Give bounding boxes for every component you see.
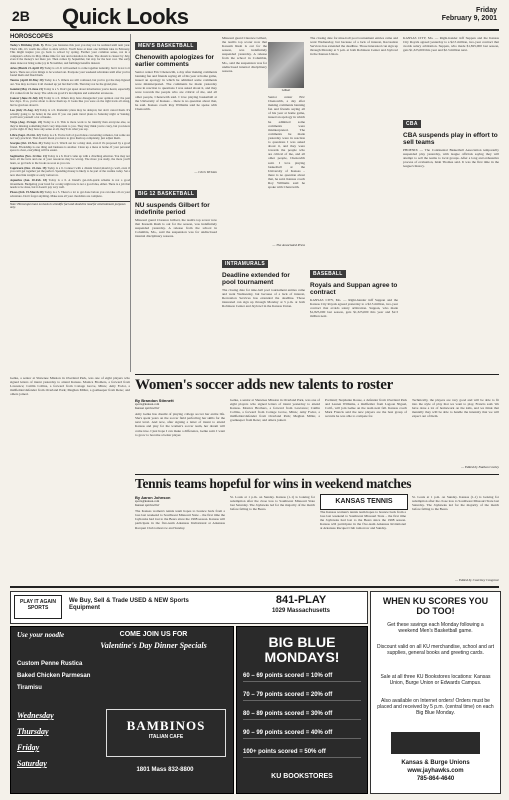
tennis-signoff: — Edited by Courtney Cosgrove: [455, 578, 499, 582]
special-day: Thursday: [17, 727, 49, 736]
gilbert-photo: [268, 42, 304, 88]
baseball-continued: KANSAS CITY, Mo. — Right-hander Jeff Suppan and the Kansas City Royals agreed yesterday to a $2.5 million, two-year contract that avoids salary arbitration. Suppan, who made $1,825,000 last season, gets $1,325,000 this year and $2.3 million next.: [403, 36, 499, 53]
mens-basketball-story: [135, 34, 217, 174]
section-label: INTRAMURALS: [222, 260, 268, 268]
tennis-story: [135, 476, 499, 492]
horoscope-entry: [10, 191, 130, 198]
horoscope-entry: [10, 67, 130, 78]
photo-caption: Gilbert: [281, 88, 291, 92]
ku-scores-line1: Get these savings each Monday following a weekend Men's Basketball game.: [387, 622, 484, 634]
ku-scores-line2: Discount valid on all KU merchandise, school and art supplies, general books and greeting cards.: [377, 644, 495, 656]
bambinos-title: COME JOIN US FOR: [119, 631, 188, 638]
horoscope-entry: [10, 167, 130, 178]
special-day: Wednesday: [17, 711, 54, 720]
discount-tier: 60 – 69 points scored = 10% off: [243, 673, 361, 682]
horoscope-note: Note: Horoscopes have no basis in scientific fact and should be read for entertainment purposes only.: [10, 201, 130, 210]
horoscope-sign: Pisces (Feb. 19-March 20): [10, 191, 44, 195]
play-it-again-logo: PLAY IT AGAIN SPORTS: [14, 595, 62, 619]
soccer-signoff: — Edited by Nathan Cooley: [460, 465, 499, 469]
byline-title: Kansan sportswriter: [135, 502, 160, 507]
discount-tier: 70 – 79 points scored = 20% off: [243, 692, 361, 701]
ku-scores-phone: 785-864-4640: [416, 776, 455, 782]
byline-email: sports@kansan.com: [135, 499, 160, 503]
story-body: The Kansas women's tennis team hopes to bounce back from a loss last weekend to Southwest Missouri State – the first time the Jayhawks had lost to the Bears since the 1998 season. Kansas will participate in the five-team Arkansas Invitational at Arkansas Racquet Club tomorrow and Sunday.: [135, 509, 225, 530]
section-label: BASEBALL: [310, 270, 346, 278]
big-blue-title: BIG BLUE MONDAYS!: [264, 634, 340, 665]
intramurals-story: [222, 252, 305, 358]
horoscope-entry: [10, 179, 130, 190]
kansas-tennis-logo: KANSAS TENNIS: [320, 494, 408, 510]
special-day: Friday: [17, 743, 40, 752]
soccer-col-1: [135, 398, 225, 472]
headline: Royals and Suppan agree to contract: [310, 282, 398, 296]
tennis-col-2: St. Louis at 1 p.m. on Sunday. Kansas (1-1) is looking for redemption after the close loss to Southwest Missouri State last Saturday. The Jayhawks led for the majority of the match before falling to the Bears.: [230, 495, 315, 512]
ap-byline: — The Associated Press: [272, 243, 305, 247]
horoscope-entry: [10, 155, 130, 166]
horoscope-text: Today is a 6. You're full of good ideas concerning romance, but some are not very practical. That doesn't mean you have to give them up completely, just adjust them.: [10, 133, 130, 141]
byline: — Chris Wristen: [194, 170, 217, 174]
bambinos-menu: [17, 661, 117, 697]
horoscope-sign: Leo (July 23-Aug. 22): [10, 109, 39, 112]
soccer-story: [135, 377, 499, 394]
issue-day: Friday: [475, 7, 497, 14]
horoscope-sign: Gemini (May 21-June 21): [10, 88, 43, 92]
play-it-again-phone: 841-PLAY: [275, 594, 327, 606]
ad-bambinos[interactable]: [10, 626, 234, 794]
story-body: Missouri guard Clarence Gilbert, the team's top scorer now that Kareem Rush is out for the season, was indefinitely suspended yesterday. A release from the school in Columbia, Mo., said the suspension was for undisclosed internal disciplinary reasons.: [135, 218, 217, 239]
discount-tier: 90 – 99 points scored = 40% off: [243, 730, 361, 739]
bambinos-logo-text: BAMBINOS: [126, 718, 206, 733]
ku-scores-title: WHEN KU SCORES YOU DO TOO!: [382, 596, 489, 616]
menu-item: Custom Penne Rustica: [17, 661, 83, 667]
ku-scores-web[interactable]: www.jayhawks.com: [407, 768, 464, 774]
horoscope-entry: [10, 79, 130, 86]
tennis-col-1: [135, 495, 225, 581]
byline-email: sports@kansan.com: [135, 402, 160, 406]
ad-big-blue-mondays[interactable]: [236, 626, 368, 794]
horoscopes-column: [10, 34, 131, 372]
horoscope-sign: Virgo (Aug. 23-Sept. 22): [10, 121, 43, 125]
horoscope-overflow: Gelke, a senior at Shawnee Mission in Overland Park, was one of eight players who signed letters of intent yesterday to attend Kansas. Monica Brothers, a forward from Lawrence; Caitlin Collins, a forward from Cottage Grove, Minn.; Amy Fodor, a midfielder/defender from Overland Park; Meghan Miller, a goalkeeper from Reno; and others joined.: [10, 376, 130, 397]
headline: Chenowith apologizes for earlier comments: [135, 54, 215, 68]
horoscope-entry: [10, 88, 130, 95]
byline-name: By Aaron Johnson: [135, 495, 171, 500]
headline: Women's soccer adds new talents to roster: [135, 377, 393, 393]
horoscopes-title: HOROSCOPES: [10, 34, 130, 42]
soccer-col-3: Portland; Stephanie Rouse, a defender from Overland Park and Lauren Williams, a midfielder from Lagoon Niguel, Calif., will join Gelke on the team next fall. Kansas coach Mark Francis said the new players are the best group of recruits he was able to compete for.: [325, 398, 407, 419]
horoscope-list: [10, 44, 130, 199]
horoscope-entry: [10, 134, 130, 141]
horoscope-sign: Today's Birthday (Feb. 9).: [10, 44, 45, 47]
ku-scores-line4: Also available on Internet orders! Orders must be placed and received by 5 p.m. (central time) on each Big Blue Monday.: [377, 698, 494, 716]
play-it-again-tagline: We Buy, Sell & Trade USED & NEW Sports Equipment: [69, 598, 189, 611]
horoscope-text: Today is a 5. Don't get upset about information you're heard, especially if it comes from far away. The odds are good it's incomplete and somewhat erroneous.: [10, 88, 130, 95]
story-body: Senior center Eric Chenowith, a day after making comments banning fan and friends saying all of his year at home game, issued an apology in which he admitted some comments were misinterpreted. The comments he made yesterday were in reaction to questions I was asked about it, and they were towards the people who are critical of me, and all other people, Chenowith said. I love playing basketball at the University of Kansas – there is no question about that, he said. Kansas coach Roy Williams said he spoke with Chenowith.: [135, 70, 217, 111]
horoscope-text: Today is a 6. This is more work to be identify than everyone else, so they're missing something that's very important to you. They may think you're crazy, but you know you're right. If they have any sense at all, they'll do what you say.: [10, 121, 130, 132]
tennis-col-3: The Kansas women's tennis team hopes to bounce back from a loss last weekend to Southwest Missouri State – the first time the Jayhawks had lost to the Bears since the 1998 season. Kansas will participate in the five-team Arkansas Invitational at Arkansas Racquet Club tomorrow and Sunday.: [320, 510, 406, 531]
horoscope-text: Today is a 6. A friend's get-rich-quick scheme is not a good investment. Budgeting your bond for a rainy night now is not a good idea, either. There is a job that needs to be done, but it doesn't pay very well.: [10, 179, 130, 190]
story-body: The closing date for nine-ball pool tournament entries came and went Wednesday, but because of a lack of interest, Recreation Services has extended the deadline. Those interested can sign up through Monday at 5 p.m. at both Robinson Center and Jaybowl in the Kansas Union.: [222, 288, 305, 309]
discount-tier: 100+ points scored = 50% off: [243, 749, 361, 758]
bambinos-address: 1801 Mass 832-8800: [136, 767, 194, 773]
headline: CBA suspends play in effort to sell teams: [403, 132, 498, 146]
horoscope-sign: Sagittarius (Nov. 22-Dec. 21): [10, 154, 47, 158]
cba-story: [403, 112, 499, 373]
horoscope-sign: Aries (March 21-April 19): [10, 67, 44, 71]
horoscope-entry: [10, 121, 130, 132]
play-it-again-address: 1029 Massachusetts: [271, 608, 331, 614]
horoscope-text: Today is a 6. Others may have disregarded your opinion over the past few days. If so, you're about to show them up. It looks like you were on the right track all along, but be gracious about it.: [10, 96, 130, 107]
tennis-col-4: St. Louis at 1 p.m. on Sunday. Kansas (1-1) is looking for redemption after the close loss to Southwest Missouri State last Saturday. The Jayhawks led for the majority of the match before falling to the Bears.: [412, 495, 499, 512]
intramurals-continued: The closing date for nine-ball pool tournament entries came and went Wednesday, but because of a lack of interest, Recreation Services has extended the deadline. Those interested can sign up through Monday at 5 p.m. at both Robinson Center and Jaybowl in the Kansas Union.: [310, 36, 398, 57]
ad-rule: [10, 586, 499, 588]
horoscope-text: Have you fantasies this year you may not be realized until next year. That's OK, it's worth the effort to stick with it. You'll have at least one brilliant idea in February. This might inspire you go back to school by spring. Further your common sense, not in a complete's advice in May. Make time for rest and relaxation in June. The dream is clearer by July, even if the money's not there yet. Then comes by September, but stay for the best cost. The early dates done not bring some joy in November, and furthings benefits instead.: [10, 44, 130, 65]
big12-continued-2: Senior center Eric Chenowith, a day after making comments banning fan and friends saying all of his year at home game, issued an apology in which he admitted some comments were misinterpreted. The comments he made yesterday were in reaction to questions I was asked about it, and they were towards the people who are critical of me, and all other people, Chenowith said. I love playing basketball at the University of Kansas – there is no question about that, he said. Kansas coach Roy Williams said he spoke with Chenowith.: [268, 95, 305, 190]
bambinos-logo: [106, 709, 226, 757]
section-label: BIG 12 BASKETBALL: [135, 190, 197, 198]
big12-continued: Missouri guard Clarence Gilbert, the team's top scorer now that Kareem Rush is out for the season, was indefinitely suspended yesterday. A release from the school in Columbia, Mo., said the suspension was for undisclosed internal disciplinary reasons.: [222, 36, 267, 73]
menu-item: Tiramisu: [17, 685, 42, 691]
ad-ku-scores[interactable]: [370, 591, 501, 794]
story-body: PHOENIX — The Continental Basketball Association temporarily suspended play yesterday, with league officials saying they will attempt to sell the teams to local groups. After a long and exhaustive process of evaluation, Isiah Thomas said. It was the first time in the league's history.: [403, 148, 499, 169]
discount-tiers: [243, 673, 361, 768]
soccer-col-2: Gelke, a senior at Shawnee Mission in Overland Park, was one of eight players who signed letters of intent yesterday to attend Kansas. Monica Brothers, a forward from Lawrence; Caitlin Collins, a forward from Cottage Grove, Minn.; Amy Fodor, a midfielder/defender from Overland Park; Meghan Miller, a goalkeeper from Reno; and others joined.: [230, 398, 320, 423]
ku-scores-line3: Sale at all three KU Bookstores locations: Kansas Union, Burge Union or Edwards Campus.: [380, 674, 491, 686]
bambinos-logo-sub: ITALIAN CAFE: [148, 734, 184, 740]
horoscope-sign: Taurus (April 20-May 20): [10, 79, 44, 83]
story-body: Amy Gelke has dreamt of playing college soccer her entire life. She's spent years on the soccer field perfecting her skills for the next level. And now, after signing a letter of intent to attend Kansas and play for the women's soccer team, her dream will come true. I just hope I can make a difference, Gelke said. I want to grow to become a better player.: [135, 412, 225, 437]
story-body: KANSAS CITY, Mo. — Right-hander Jeff Suppan and the Kansas City Royals agreed yesterday to a $2.5 million, two-year contract that avoids salary arbitration. Suppan, who made $1,825,000 last season, gets $1,325,000 this year and $2.3 million next.: [310, 298, 398, 319]
discount-tier: 80 – 89 points scored = 30% off: [243, 711, 361, 720]
horoscope-sign: Libra (Sept. 23-Oct. 22): [10, 133, 41, 137]
rule: [135, 474, 499, 475]
rule: [135, 374, 499, 375]
horoscope-sign: Scorpio (Oct. 23-Nov. 21): [10, 142, 43, 146]
section-title: Quick Looks: [62, 4, 189, 29]
ku-scores-store: Kansas & Burge Unions: [401, 760, 470, 766]
horoscope-entry: [10, 44, 130, 66]
horoscope-entry: [10, 97, 130, 108]
horoscope-text: Today is a 6. It will seemed to come together naturally, but it is not to it here's. There are a few things to be worked out. Postpone your weekend adventure until after you've found them and fixed them.: [10, 67, 130, 78]
ad-play-it-again[interactable]: [10, 591, 368, 624]
header-rule: [10, 29, 499, 31]
ku-bookstores-logo: KU BOOKSTORES: [271, 773, 333, 780]
horoscope-text: Today is a 6. Connect with a distant friend should go well, even if you can't get together yet the perfect. Spending money is likely to be part of the routine today. Set a new idea link tonight or early tomorrow.: [10, 166, 130, 177]
horoscope-sign: Cancer (June 22-July 22): [10, 96, 43, 100]
horoscope-sign: Capricorn (Dec. 22-Jan. 19): [10, 166, 47, 170]
headline: Deadline extended for pool tournament: [222, 272, 290, 286]
section-label: MEN'S BASKETBALL: [135, 42, 197, 50]
horoscope-text: Today is a 5. There's a lot to get done before you can take off on your adventure. Don't forget anything. Make sure all your checklists are complete.: [10, 191, 130, 198]
horoscope-text: Today is a 5. Others are still confused, but you've got the map figured out. You may not have it all cleaned up yet but that's OK. That may not be the grand plan.: [10, 79, 130, 86]
issue-date: February 9, 2001: [441, 15, 497, 22]
bambinos-days: [17, 711, 97, 775]
section-label: CBA: [403, 120, 421, 128]
horoscope-text: Today is a 6. Romantic plans may be delayed, but don't cancel them. It's actually going to be better in the end. If you can push travel plans to Saturday night or Sunday, you'll save yourself a lot of hassle.: [10, 109, 130, 120]
big12-story: [135, 182, 217, 346]
headline: Tennis teams hopeful for wins in weekend matches: [135, 476, 412, 491]
bambinos-subtitle: Valentine's Day Dinner Specials: [100, 641, 207, 650]
soccer-col-4: Technically, the players are very good and will be able to fit into the style of play that we want to play, Francis said. We have done a lot of homework on the kids, and we think that mentally they will be able to handle the intensity that we will expect out of them.: [412, 398, 499, 419]
horoscope-sign: Aquarius (Jan. 20-Feb. 18): [10, 179, 48, 183]
page-number: 2B: [12, 8, 30, 24]
ku-bookstore-logo-block: [391, 732, 480, 754]
baseball-story: [310, 262, 398, 370]
horoscope-text: Today is a 6. Don't come up with a clinching emotion. You may not have all the facts and one of your resources may be wrong. The more you study, the more you'll learn, so get back to the books as soon as you can.: [10, 154, 130, 165]
special-day: Saturday: [17, 759, 47, 768]
menu-item: Baked Chicken Parmesan: [17, 673, 91, 679]
horoscope-entry: [10, 142, 130, 153]
bambinos-noodle: Use your noodle: [17, 631, 65, 639]
byline-name: By Brandon Stinnett: [135, 398, 174, 403]
horoscope-text: Today is a 5. Watch out for a risky deal, even if it's proposed by a good friend. Friendship is one thing and business is another. Clean up a mess at home. If your personal space is clear, everything will be easier.: [10, 142, 130, 153]
horoscope-entry: [10, 109, 130, 120]
byline-title: Kansan sportswriter: [135, 405, 160, 410]
headline: NU suspends Gilbert for indefinite period: [135, 202, 210, 216]
